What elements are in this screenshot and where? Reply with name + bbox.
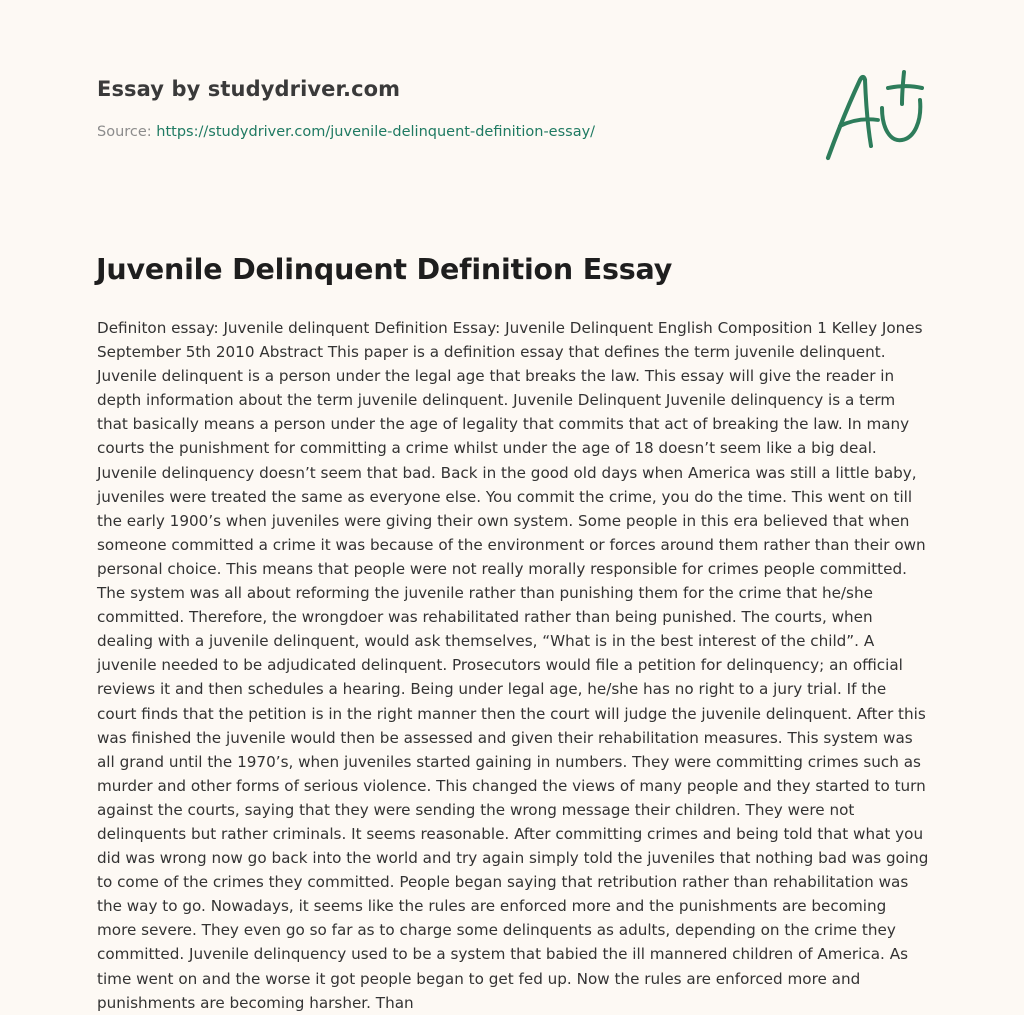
source-line [97, 124, 595, 140]
a-plus-icon [818, 66, 930, 166]
source-link[interactable]: https://studydriver.com/juvenile-delinquent-definition-essay/ [156, 124, 596, 140]
source-label: Source: [97, 124, 152, 140]
site-title: Essay by studydriver.com [97, 77, 401, 101]
essay-title: Juvenile Delinquent Definition Essay [96, 253, 673, 286]
essay-body: Definiton essay: Juvenile delinquent Definition Essay: Juvenile Delinquent English Composition 1 Kelley Jones September 5th 2010 Abstract This paper is a definition essay that defines the term juvenile delinquent. Juvenile delinquent is a person under the legal age that breaks the law. This essay will give the reader in depth information about the term juvenile delinquent. Juvenile Delinquent Juvenile delinquency is a term that basically means a person under the age of legality that commits that act of breaking the law. In many courts the punishment for committing a crime whilst under the age of 18 doesn’t seem like a big deal. Juvenile delinquency doesn’t seem that bad. Back in the good old days when America was still a little baby, juveniles were treated the same as everyone else. You commit the crime, you do the time. This went on till the early 1900’s when juveniles were giving their own system. Some people in this era believed that when someone committed a crime it was because of the environment or forces around them rather than their own personal choice. This means that people were not really morally responsible for crimes people committed. The system was all about reforming the juvenile rather than punishing them for the crime that he/she committed. Therefore, the wrongdoer was rehabilitated rather than being punished. The courts, when dealing with a juvenile delinquent, would ask themselves, “What is in the best interest of the child”. A juvenile needed to be adjudicated delinquent. Prosecutors would file a petition for delinquency; an official reviews it and then schedules a hearing. Being under legal age, he/she has no right to a jury trial. If the court finds that the petition is in the right manner then the court will judge the juvenile delinquent. After this was finished the juvenile would then be assessed and given their rehabilitation measures. This system was all grand until the 1970’s, when juveniles started gaining in numbers. They were committing crimes such as murder and other forms of serious violence. This changed the views of many people and they started to turn against the courts, saying that they were sending the wrong message their children. They were not delinquents but rather criminals. It seems reasonable. After committing crimes and being told that what you did was wrong now go back into the world and try again simply told the juveniles that nothing bad was going to come of the crimes they committed. People began saying that retribution rather than rehabilitation was the way to go. Nowadays, it seems like the rules are enforced more and the punishments are becoming more severe. They even go so far as to charge some delinquents as adults, depending on the crime they committed. Juvenile delinquency used to be a system that babied the ill mannered children of America. As time went on and the worse it got people began to get fed up. Now the rules are enforced more and punishments are becoming harsher. Than [97, 319, 929, 1012]
